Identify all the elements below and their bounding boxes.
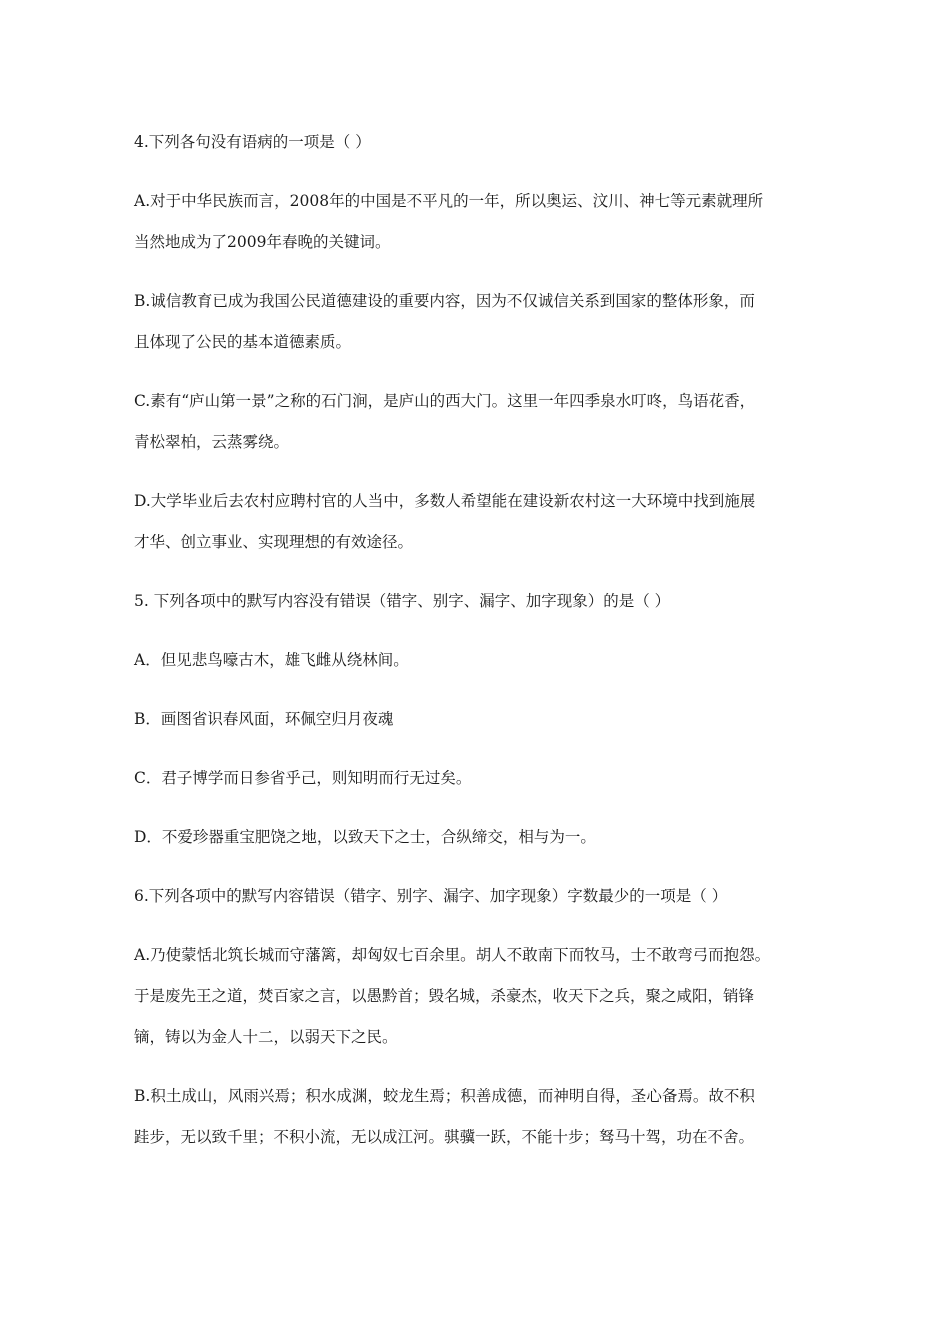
text-line: 镝，铸以为金人十二，以弱天下之民。: [134, 1028, 398, 1046]
text-line: 青松翠柏，云蒸雾绕。: [134, 433, 290, 451]
question-5-option-d: [134, 817, 824, 858]
question-5-stem: [134, 581, 824, 622]
text-line: 才华、创立事业、实现理想的有效途径。: [134, 533, 414, 551]
question-4-option-b: [134, 281, 824, 363]
question-4-stem: [134, 122, 824, 163]
question-4-option-a: [134, 181, 824, 263]
question-5-option-a: [134, 640, 824, 681]
question-6-option-b: [134, 1076, 824, 1158]
question-6-option-a: [134, 935, 824, 1058]
text-line: A.乃使蒙恬北筑长城而守藩篱，却匈奴七百余里。胡人不敢南下而牧马，士不敢弯弓而抱怨。: [134, 946, 771, 964]
text-line: D.大学毕业后去农村应聘村官的人当中，多数人希望能在建设新农村这一大环境中找到施展: [134, 492, 756, 510]
question-6-stem: [134, 876, 824, 917]
text-line: 跬步，无以致千里；不积小流，无以成江河。骐骥一跃，不能十步；驽马十驾，功在不舍。: [134, 1128, 755, 1146]
text-line: A.对于中华民族而言，2008年的中国是不平凡的一年，所以奥运、汶川、神七等元素就理所: [134, 192, 764, 210]
text-line: B．画图省识春风面，环佩空归月夜魂: [134, 710, 394, 728]
text-line: 且体现了公民的基本道德素质。: [134, 333, 352, 351]
text-line: 6.下列各项中的默写内容错误（错字、别字、漏字、加字现象）字数最少的一项是（ ）: [134, 887, 728, 905]
text-line: D．不爱珍器重宝肥饶之地，以致天下之士，合纵缔交，相与为一。: [134, 828, 596, 846]
text-line: 于是废先王之道，焚百家之言，以愚黔首；毁名城，杀豪杰，收天下之兵，聚之咸阳，销锋: [134, 987, 755, 1005]
text-line: A．但见悲鸟嚎古木，雄飞雌从绕林间。: [134, 651, 409, 669]
text-line: 5. 下列各项中的默写内容没有错误（错字、别字、漏字、加字现象）的是（ ）: [134, 592, 671, 610]
text-line: B.积土成山，风雨兴焉；积水成渊，蛟龙生焉；积善成德，而神明自得，圣心备焉。故不积: [134, 1087, 755, 1105]
text-line: 4.下列各句没有语病的一项是（ ）: [134, 133, 371, 151]
text-line: C.素有“庐山第一景”之称的石门涧，是庐山的西大门。这里一年四季泉水叮咚，鸟语花香，: [134, 392, 756, 410]
question-5-option-c: [134, 758, 824, 799]
document-body: [134, 122, 824, 1176]
text-line: 当然地成为了2009年春晚的关键词。: [134, 233, 391, 251]
text-line: B.诚信教育已成为我国公民道德建设的重要内容，因为不仅诚信关系到国家的整体形象，而: [134, 292, 755, 310]
text-line: C．君子博学而日参省乎己，则知明而行无过矣。: [134, 769, 472, 787]
question-5-option-b: [134, 699, 824, 740]
question-4-option-d: [134, 481, 824, 563]
question-4-option-c: [134, 381, 824, 463]
